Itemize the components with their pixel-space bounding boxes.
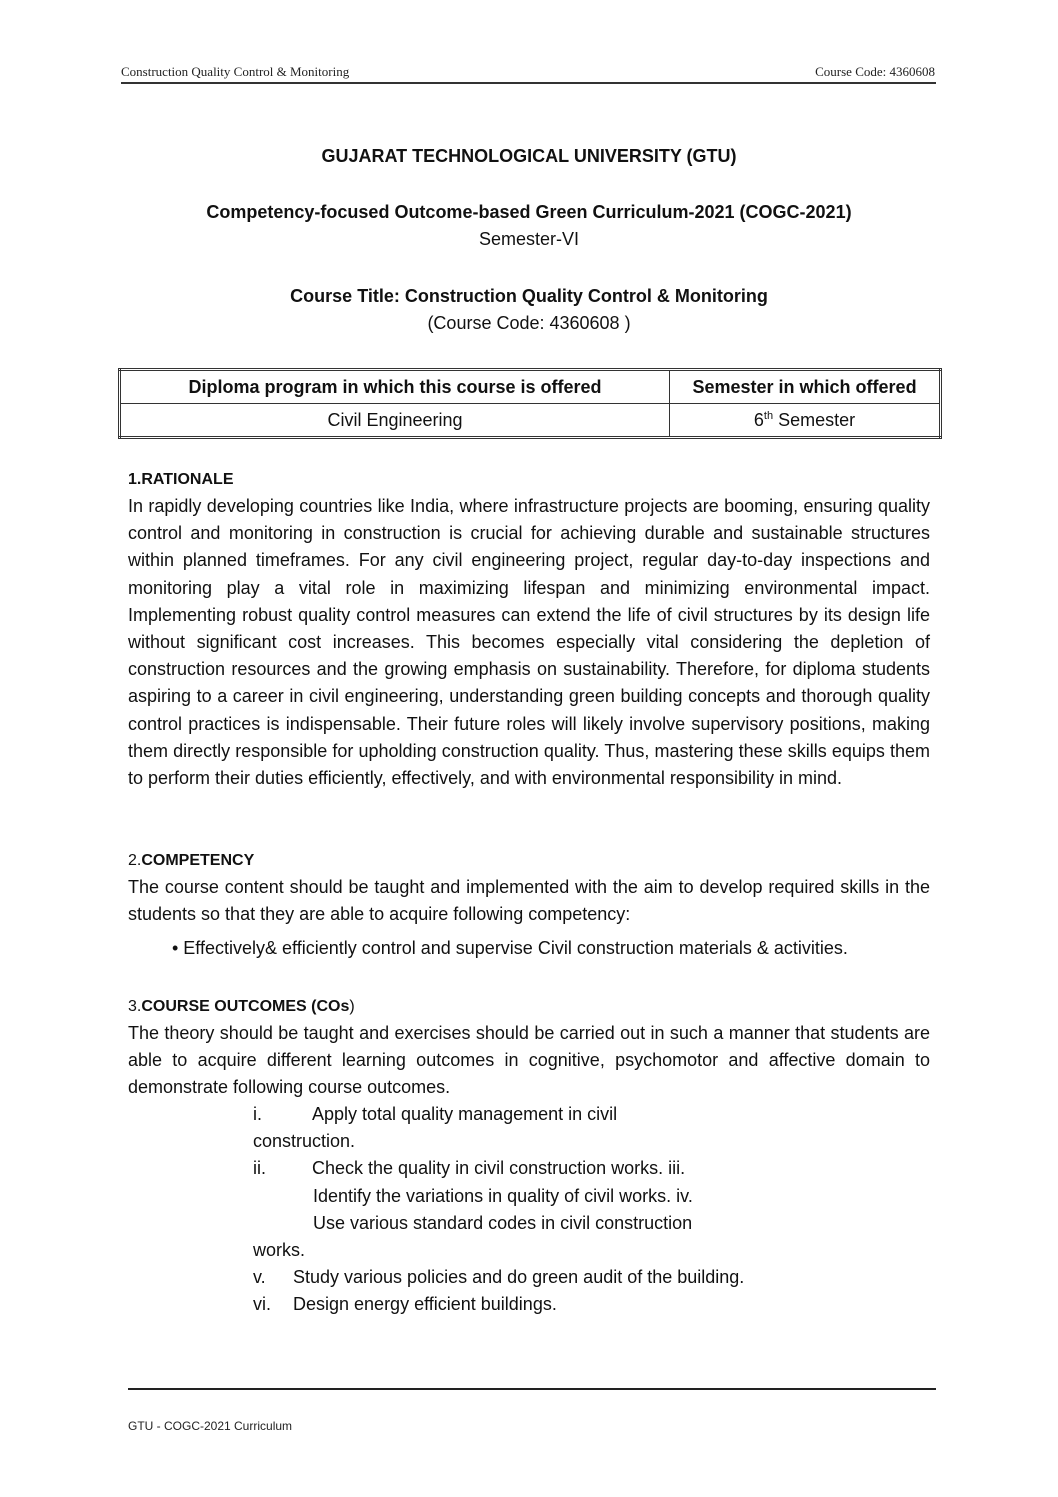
competency-heading [128, 847, 930, 874]
list-item [253, 1183, 873, 1210]
competency-body: The course content should be taught and implemented with the aim to develop required skills in the students so that they are able to acquire following competency: [128, 877, 930, 925]
header-divider [121, 82, 936, 84]
curriculum-title: Competency-focused Outcome-based Green Curriculum-2021 (COGC-2021) [206, 202, 852, 222]
footer-divider [128, 1388, 936, 1390]
running-header [121, 64, 935, 80]
list-text: Study various policies and do green audit of the building. [293, 1267, 745, 1288]
competency-section [128, 847, 930, 963]
semester-cell [670, 404, 941, 438]
list-text: Identify the variations in quality of civil works. iv. [313, 1185, 693, 1206]
list-text: Check the quality in civil construction works. iii. [312, 1158, 686, 1179]
table-header-row [120, 370, 941, 404]
semester-ordinal: th [763, 409, 774, 422]
list-item [253, 1101, 873, 1128]
list-number: i. [253, 1104, 262, 1124]
list-text: construction. [253, 1131, 356, 1152]
rationale-section [128, 466, 930, 792]
co-title-close: ) [349, 998, 355, 1015]
university-title: GUJARAT TECHNOLOGICAL UNIVERSITY (GTU) [321, 146, 737, 166]
co-title: COURSE OUTCOMES (COs [141, 998, 350, 1015]
list-number: vi. [253, 1294, 271, 1315]
list-text: Apply total quality management in civil [312, 1104, 618, 1124]
competency-title: COMPETENCY [141, 852, 255, 869]
competency-bullet: • Effectively& efficiently control and supervise Civil construction materials & activities. [172, 938, 848, 959]
course-outcomes-heading [128, 993, 930, 1020]
program-cell: Civil Engineering [120, 404, 670, 438]
semester-text: Semester [773, 409, 856, 430]
list-number: ii. [253, 1158, 266, 1179]
list-item [253, 1291, 873, 1318]
co-number: 3. [128, 998, 142, 1015]
list-text: Use various standard codes in civil construction [313, 1212, 693, 1233]
page-footer: GTU - COGC-2021 Curriculum [128, 1419, 293, 1433]
list-item [253, 1128, 873, 1155]
table-row [120, 404, 941, 438]
course-outcomes-body: The theory should be taught and exercises should be carried out in such a manner that students are able to acquire different learning outcomes in cognitive, psychomotor and affective domain to demonstrate following course outcomes. [128, 1023, 930, 1098]
rationale-heading: 1.RATIONALE [128, 471, 234, 488]
course-outcomes-list [253, 1101, 873, 1319]
list-item [253, 1237, 873, 1264]
offer-table [118, 368, 942, 439]
course-title: Course Title: Construction Quality Control & Monitoring [290, 286, 768, 306]
list-text: works. [253, 1240, 306, 1261]
list-item [253, 1264, 873, 1291]
semester-header: Semester in which offered [670, 370, 941, 404]
header-course-code: Course Code: 4360608 [815, 64, 935, 79]
program-header: Diploma program in which this course is offered [120, 370, 670, 404]
course-outcomes-section [128, 993, 930, 1102]
semester-number: 6 [753, 409, 764, 430]
list-item [253, 1155, 873, 1182]
list-text: Design energy efficient buildings. [293, 1294, 557, 1315]
competency-number: 2. [128, 852, 142, 869]
course-code: (Course Code: 4360608 ) [427, 313, 631, 333]
rationale-body: In rapidly developing countries like India, where infrastructure projects are booming, ensuring quality control and monitoring in construction is crucial for achieving durable and sustainable structures within planned timeframes. For any civil engineering project, regular day-to-day inspections and monitoring play a vital role in maximizing lifespan and minimizing environmental impact. Implementing robust quality control measures can extend the life of civil structures by its design life without significant cost increases. This becomes especially vital considering the depletion of construction resources and the growing emphasis on sustainability. Therefore, for diploma students aspiring to a career in civil engineering, understanding green building concepts and thorough quality control practices is indispensable. Their future roles will likely involve supervisory positions, making them directly responsible for upholding construction quality. Thus, mastering these skills equips them to perform their duties efficiently, effectively, and with environmental responsibility in mind. [128, 496, 930, 789]
list-number: v. [253, 1267, 266, 1288]
semester-label: Semester-VI [478, 229, 580, 249]
header-course-name: Construction Quality Control & Monitoring [121, 64, 350, 79]
list-item [253, 1210, 873, 1237]
